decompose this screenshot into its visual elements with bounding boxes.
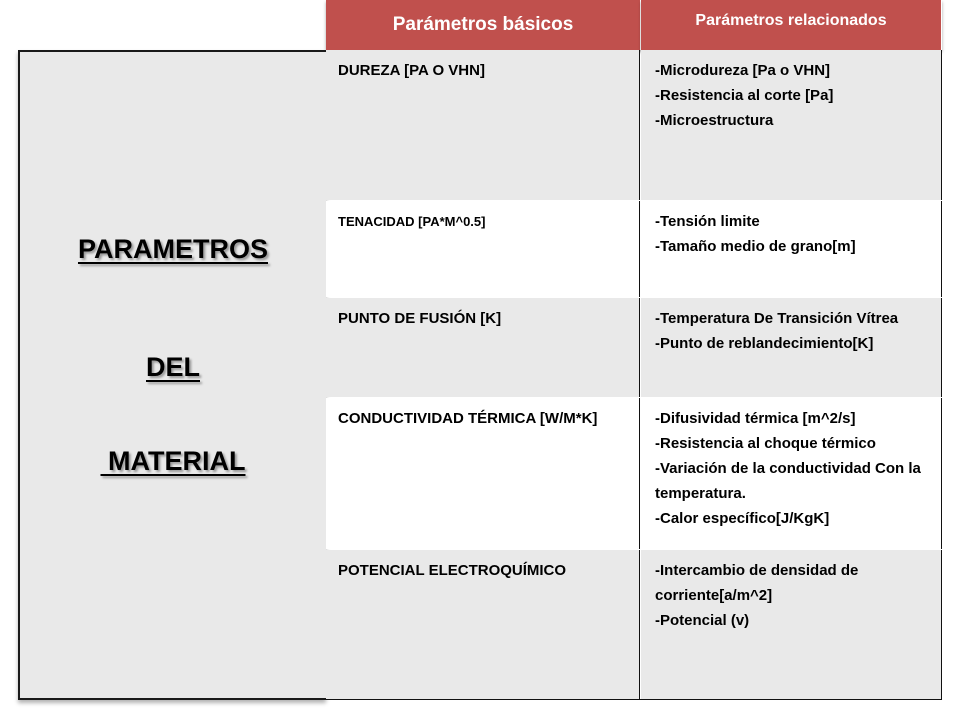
related-item: -Resistencia al corte [Pa]	[655, 87, 834, 104]
related-item: -Microestructura	[655, 112, 774, 129]
basic-cell-hardness	[326, 50, 640, 200]
basic-parameter: POTENCIAL ELECTROQUÍMICO	[338, 562, 567, 579]
basic-cell-thermal-conductivity	[326, 398, 640, 549]
related-item: -Potencial (v)	[655, 612, 750, 629]
related-cell-toughness	[641, 201, 942, 297]
related-item: -Punto de reblandecimiento[K]	[655, 335, 874, 352]
related-item: -Variación de la conductividad Con la temperatura.	[655, 460, 921, 502]
basic-cell-melting-point	[326, 298, 640, 397]
title-line-material: MATERIAL	[100, 446, 246, 476]
related-item: -Tamaño medio de grano[m]	[655, 238, 856, 255]
material-parameters-cell	[18, 50, 326, 700]
related-item: -Difusividad térmica [m^2/s]	[655, 410, 856, 427]
title-line-del: DEL	[146, 352, 200, 382]
related-item: -Tensión limite	[655, 213, 760, 230]
basic-cell-toughness	[326, 201, 640, 297]
basic-parameter: PUNTO DE FUSIÓN [K]	[338, 310, 502, 327]
related-item: -Temperatura De Transición Vítrea	[655, 310, 899, 327]
basic-parameter: CONDUCTIVIDAD TÉRMICA [W/M*K]	[338, 410, 598, 427]
basic-parameter: DUREZA [PA O VHN]	[338, 62, 485, 79]
related-item: -Calor específico[J/KgK]	[655, 510, 830, 527]
title-line-parametros: PARAMETROS	[77, 234, 268, 264]
related-item: -Resistencia al choque térmico	[655, 435, 876, 452]
table-bottom-border	[326, 699, 942, 700]
related-cell-electrochemical-potential	[641, 550, 942, 700]
header-basic-parameters: Parámetros básicos	[326, 0, 641, 50]
basic-cell-electrochemical-potential	[326, 550, 640, 700]
related-item: -Intercambio de densidad de corriente[a/m^2]	[655, 562, 859, 604]
basic-parameter: TENACIDAD [PA*M^0.5]	[338, 214, 486, 229]
related-cell-hardness	[641, 50, 942, 200]
header-related-parameters: Parámetros relacionados	[641, 0, 942, 50]
related-cell-thermal-conductivity	[641, 398, 942, 549]
related-cell-melting-point	[641, 298, 942, 397]
related-item: -Microdureza [Pa o VHN]	[655, 62, 831, 79]
